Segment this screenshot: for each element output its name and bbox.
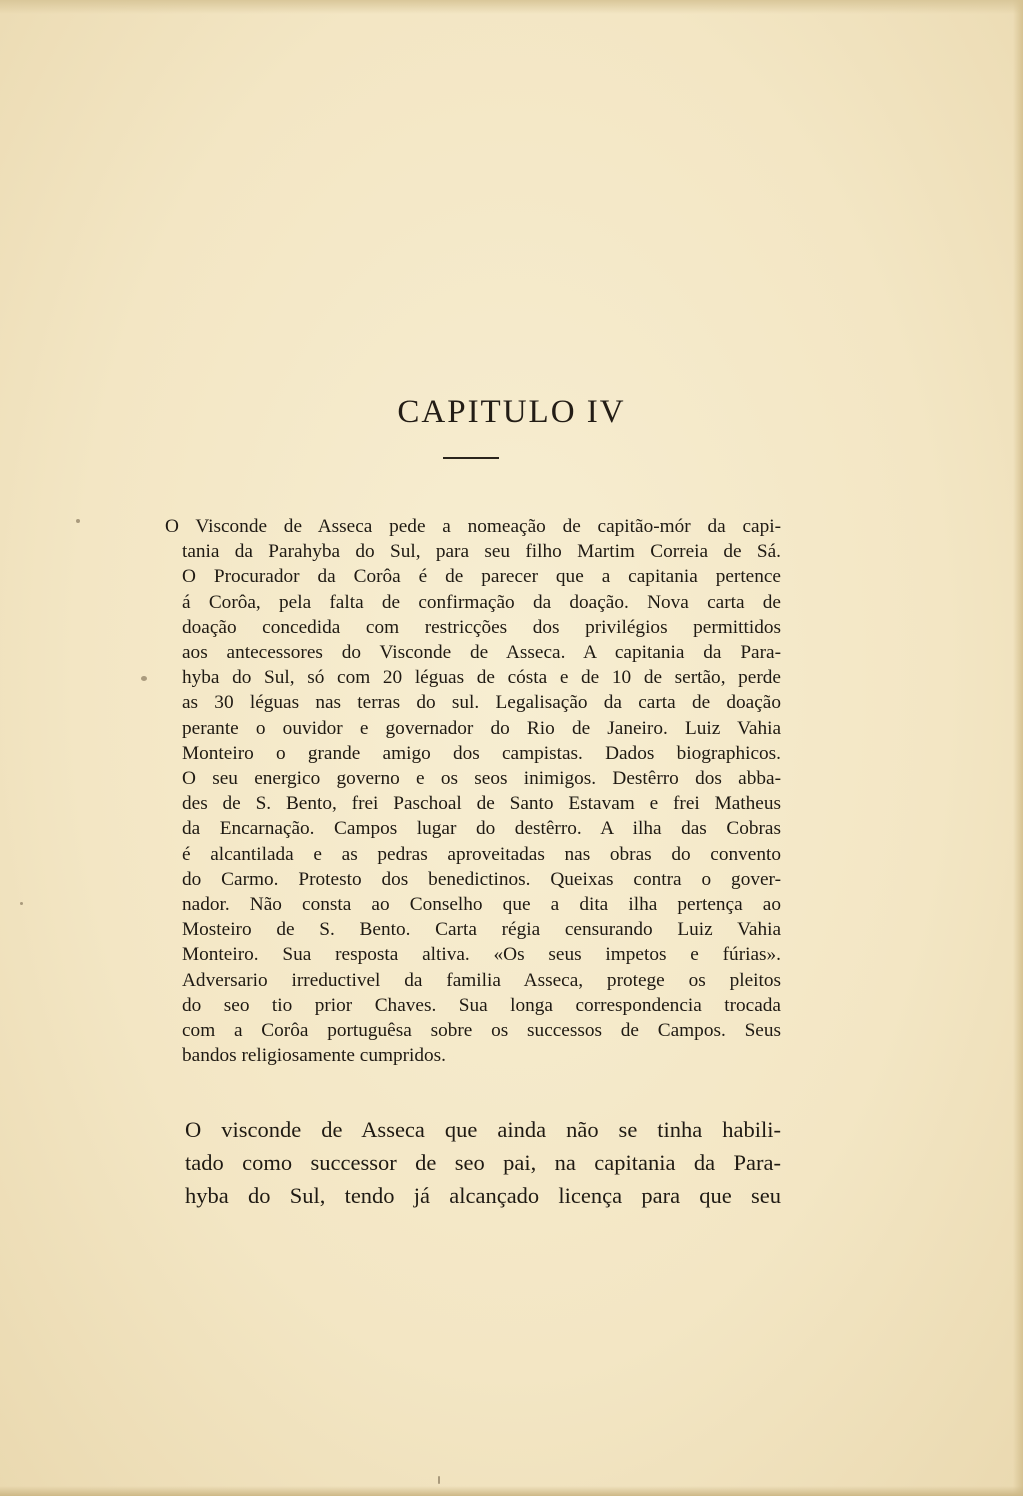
page-edge-right — [1013, 0, 1023, 1496]
body-paragraph — [185, 1113, 781, 1212]
paper-speck — [141, 676, 147, 681]
summary-line: hyba do Sul, só com 20 léguas de cósta e de 10 de sertão, perde — [182, 667, 781, 689]
summary-line: O Procurador da Corôa é de parecer que a capitania pertence — [182, 566, 781, 588]
summary-line: O Visconde de Asseca pede a nomeação de capitão-mór da capi- — [165, 516, 781, 537]
summary-line: é alcantilada e as pedras aproveitadas nas obras do convento — [182, 843, 781, 865]
page-edge-bottom — [0, 1486, 1023, 1496]
chapter-title: CAPITULO IV — [397, 394, 626, 431]
summary-line: do Carmo. Protesto dos benedictinos. Queixas contra o gover- — [182, 868, 781, 890]
summary-line: Mosteiro de S. Bento. Carta régia censurando Luiz Vahia — [182, 919, 781, 941]
body-line: tado como successor de seo pai, na capitania da Para- — [185, 1150, 781, 1175]
summary-line: bandos religiosamente cumpridos. — [182, 1045, 446, 1067]
summary-line: Adversario irreductivel da familia Asseca, protege os pleitos — [182, 969, 781, 991]
chapter-summary — [165, 514, 781, 1068]
page-edge-top — [0, 0, 1023, 14]
summary-line: as 30 léguas nas terras do sul. Legalisação da carta de doação — [182, 692, 781, 714]
summary-line: doação concedida com restricções dos privilégios permittidos — [182, 616, 781, 638]
body-line: hyba do Sul, tendo já alcançado licença para que seu — [185, 1183, 781, 1208]
summary-line: O seu energico governo e os seos inimigos. Destêrro dos abba- — [182, 768, 781, 790]
summary-line: nador. Não consta ao Conselho que a dita ilha pertença ao — [182, 894, 781, 916]
title-divider — [443, 457, 499, 459]
summary-line: da Encarnação. Campos lugar do destêrro. A ilha das Cobras — [182, 818, 781, 840]
paper-speck — [76, 519, 80, 523]
summary-line: á Corôa, pela falta de confirmação da doação. Nova carta de — [182, 591, 781, 613]
body-line: O visconde de Asseca que ainda não se tinha habili- — [185, 1117, 781, 1142]
paper-speck — [20, 902, 23, 905]
summary-line: tania da Parahyba do Sul, para seu filho Martim Correia de Sá. — [182, 541, 781, 563]
summary-line: aos antecessores do Visconde de Asseca. A capitania da Para- — [182, 642, 781, 664]
summary-line: perante o ouvidor e governador do Rio de Janeiro. Luiz Vahia — [182, 717, 781, 739]
summary-line: des de S. Bento, frei Paschoal de Santo Estavam e frei Matheus — [182, 793, 781, 815]
summary-line: Monteiro o grande amigo dos campistas. Dados biographicos. — [182, 742, 781, 764]
summary-line: do seo tio prior Chaves. Sua longa correspondencia trocada — [182, 994, 781, 1016]
summary-line: Monteiro. Sua resposta altiva. «Os seus impetos e fúrias». — [182, 944, 781, 966]
paper-speck — [438, 1476, 440, 1484]
summary-line: com a Corôa portuguêsa sobre os successos de Campos. Seus — [182, 1020, 781, 1042]
